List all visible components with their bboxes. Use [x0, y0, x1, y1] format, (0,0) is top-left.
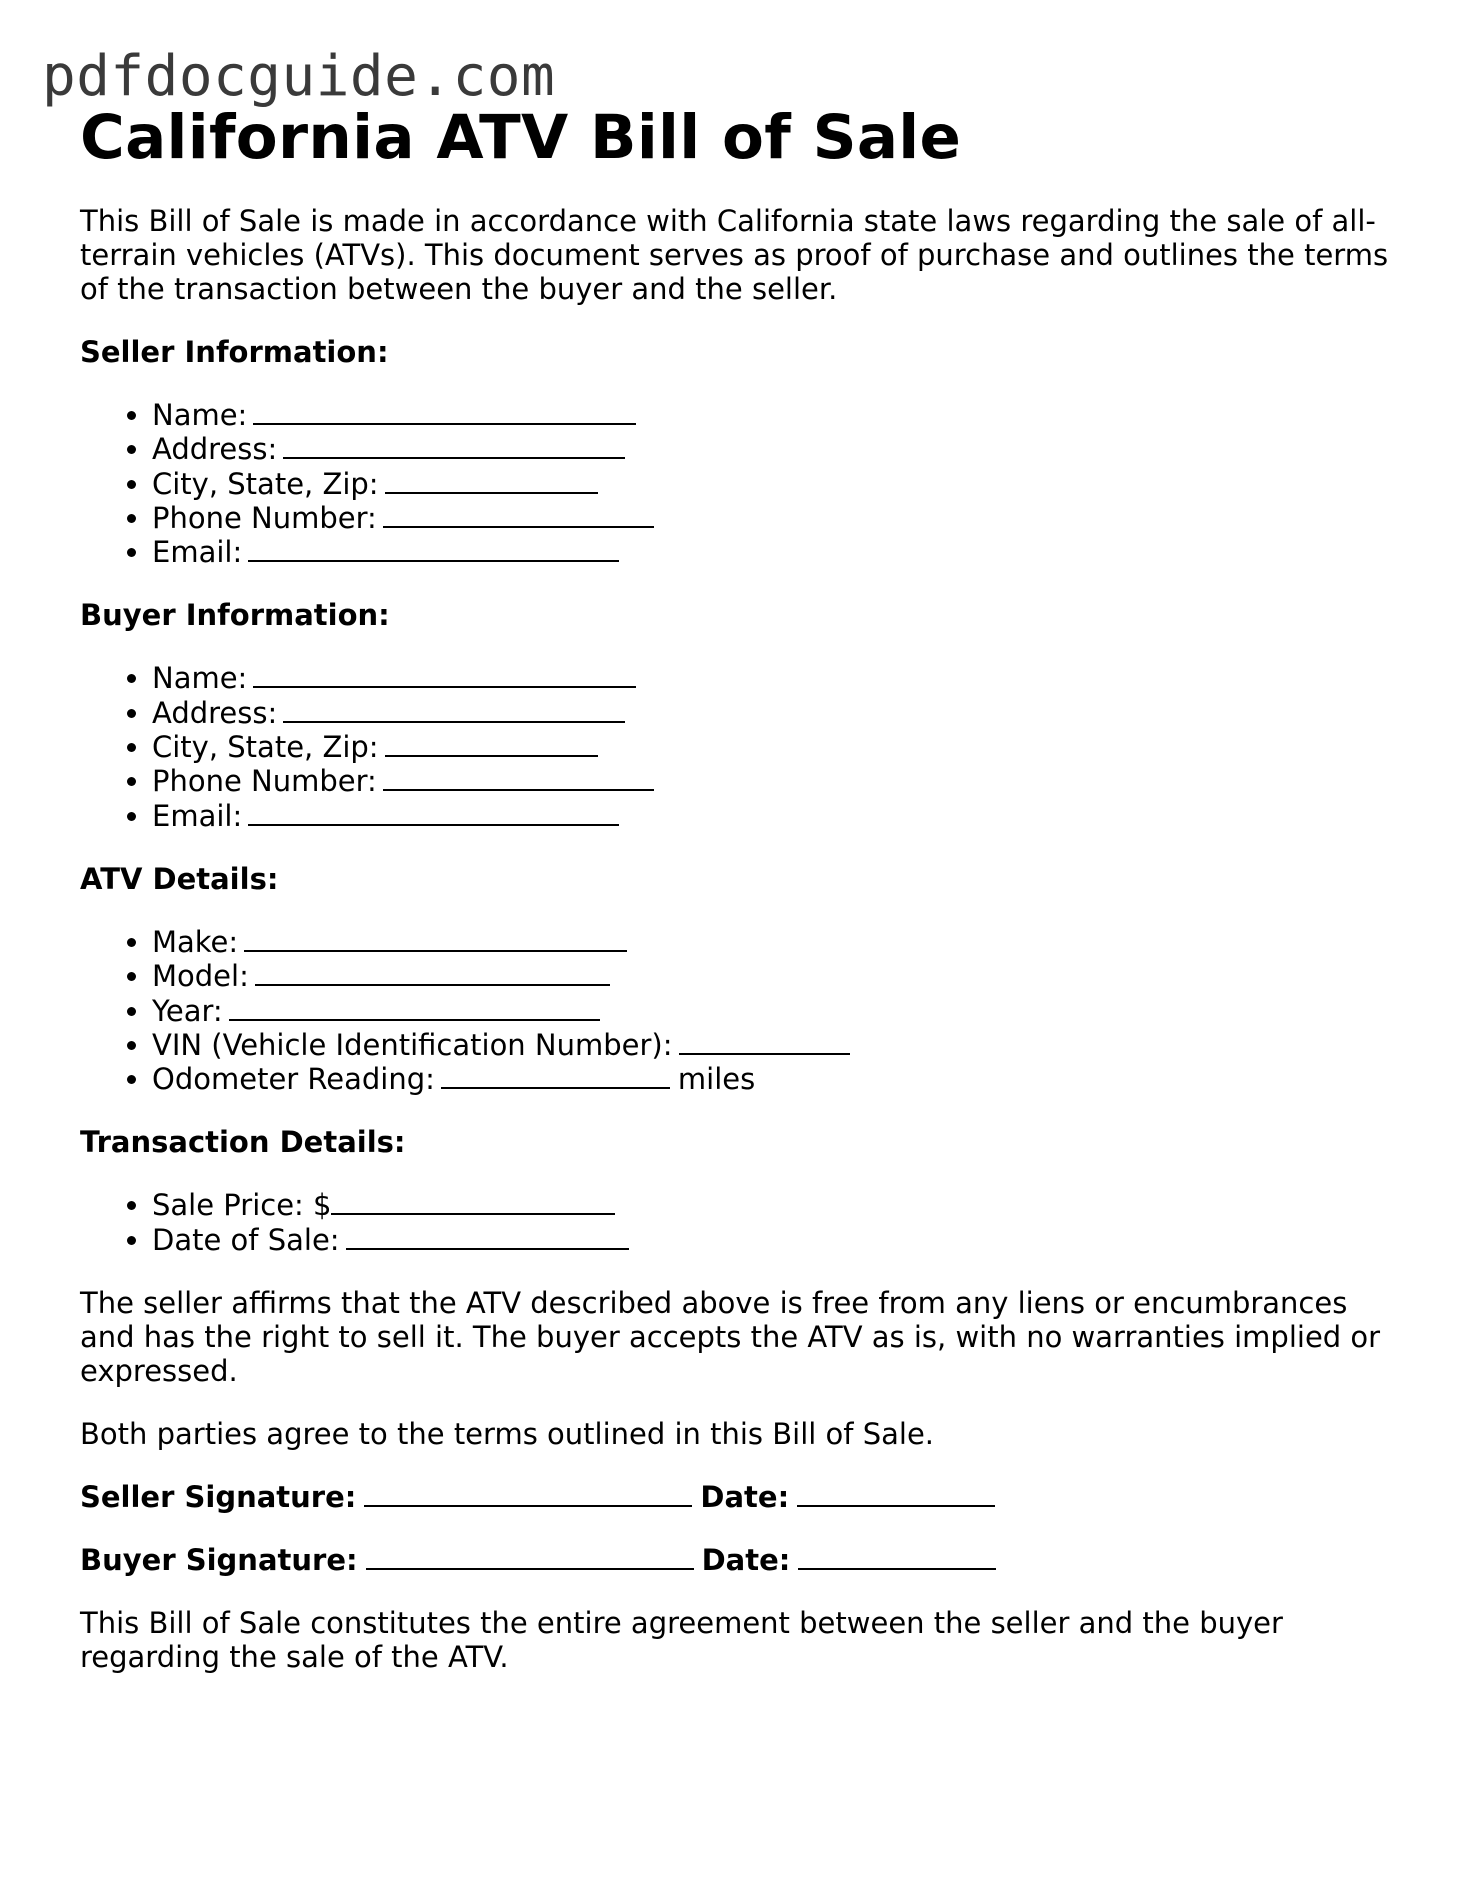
seller-date-label: Date:	[700, 1480, 790, 1515]
transaction-heading: Transaction Details:	[80, 1125, 406, 1160]
seller-phone-field[interactable]	[383, 502, 654, 528]
list-item	[152, 1028, 1400, 1062]
transaction-fields	[80, 1188, 1400, 1257]
atv-make-label: Make:	[152, 924, 239, 959]
seller-city-state-zip-field[interactable]	[385, 468, 598, 494]
buyer-name-label: Name:	[152, 661, 248, 696]
list-item	[152, 1188, 1400, 1222]
list-item	[152, 799, 1400, 833]
buyer-heading: Buyer Information:	[80, 598, 390, 633]
buyer-email-field[interactable]	[248, 800, 619, 826]
atv-year-field[interactable]	[229, 995, 600, 1021]
atv-make-field[interactable]	[244, 926, 627, 952]
buyer-date-field[interactable]	[798, 1544, 996, 1570]
seller-signature-line	[80, 1480, 1400, 1514]
seller-signature-field[interactable]	[364, 1481, 692, 1507]
seller-date-field[interactable]	[797, 1481, 995, 1507]
watermark-text: pdfdocguide.com	[42, 44, 556, 109]
atv-vin-label: VIN (Vehicle Identification Number):	[152, 1027, 673, 1062]
seller-city-state-zip-label: City, State, Zip:	[152, 466, 379, 501]
date-of-sale-label: Date of Sale:	[152, 1222, 340, 1257]
list-item	[152, 1062, 1400, 1096]
seller-address-label: Address:	[152, 432, 278, 467]
date-of-sale-field[interactable]	[346, 1224, 629, 1250]
atv-heading: ATV Details:	[80, 861, 279, 896]
buyer-address-field[interactable]	[283, 697, 625, 723]
atv-vin-field[interactable]	[679, 1029, 850, 1055]
atv-year-label: Year:	[152, 993, 223, 1028]
list-item	[152, 661, 1400, 695]
list-item	[152, 925, 1400, 959]
intro-paragraph: This Bill of Sale is made in accordance with California state laws regarding the sale of all-terrain vehicles (ATVs). This document serves as proof of purchase and outlines the terms of the transaction between the buyer and the seller.	[80, 204, 1389, 306]
document	[80, 100, 1400, 1674]
buyer-name-field[interactable]	[253, 662, 636, 688]
sale-price-field[interactable]	[331, 1189, 615, 1215]
atv-odometer-label: Odometer Reading:	[152, 1062, 435, 1097]
sale-price-label: Sale Price: $	[152, 1188, 332, 1223]
list-item	[152, 1223, 1400, 1257]
list-item	[152, 398, 1400, 432]
atv-odometer-field[interactable]	[441, 1063, 670, 1089]
list-item	[152, 696, 1400, 730]
seller-heading: Seller Information:	[80, 335, 389, 369]
seller-email-label: Email:	[152, 535, 243, 570]
seller-signature-label: Seller Signature:	[80, 1480, 357, 1515]
atv-model-field[interactable]	[255, 960, 610, 986]
seller-email-field[interactable]	[248, 536, 619, 562]
atv-fields	[80, 925, 1400, 1096]
list-item	[152, 764, 1400, 798]
seller-address-field[interactable]	[283, 433, 625, 459]
seller-name-field[interactable]	[253, 399, 636, 425]
list-item	[152, 994, 1400, 1028]
buyer-phone-label: Phone Number:	[152, 764, 377, 799]
list-item	[152, 535, 1400, 569]
buyer-address-label: Address:	[152, 695, 278, 730]
buyer-signature-field[interactable]	[366, 1544, 694, 1570]
atv-model-label: Model:	[152, 959, 249, 994]
atv-odometer-unit: miles	[677, 1062, 756, 1097]
buyer-fields	[80, 661, 1400, 832]
buyer-email-label: Email:	[152, 798, 243, 833]
buyer-signature-line	[80, 1543, 1400, 1577]
buyer-city-state-zip-label: City, State, Zip:	[152, 730, 379, 765]
seller-fields	[80, 398, 1400, 569]
list-item	[152, 432, 1400, 466]
document-title: California ATV Bill of Sale	[80, 102, 962, 173]
buyer-date-label: Date:	[701, 1543, 791, 1578]
seller-name-label: Name:	[152, 398, 248, 432]
buyer-city-state-zip-field[interactable]	[385, 731, 598, 757]
list-item	[152, 959, 1400, 993]
buyer-phone-field[interactable]	[383, 765, 654, 791]
list-item	[152, 501, 1400, 535]
list-item	[152, 730, 1400, 764]
list-item	[152, 467, 1400, 501]
buyer-signature-label: Buyer Signature:	[80, 1543, 358, 1578]
agreement-paragraph: Both parties agree to the terms outlined in this Bill of Sale.	[80, 1417, 935, 1452]
closing-paragraph: This Bill of Sale constitutes the entire agreement between the seller and the buyer regarding the sale of the ATV.	[80, 1606, 1283, 1675]
affirmation-paragraph: The seller affirms that the ATV described above is free from any liens or encumbrances and has the right to sell it. The buyer accepts the ATV as is, with no warranties implied or expressed.	[80, 1286, 1381, 1389]
seller-phone-label: Phone Number:	[152, 500, 377, 535]
